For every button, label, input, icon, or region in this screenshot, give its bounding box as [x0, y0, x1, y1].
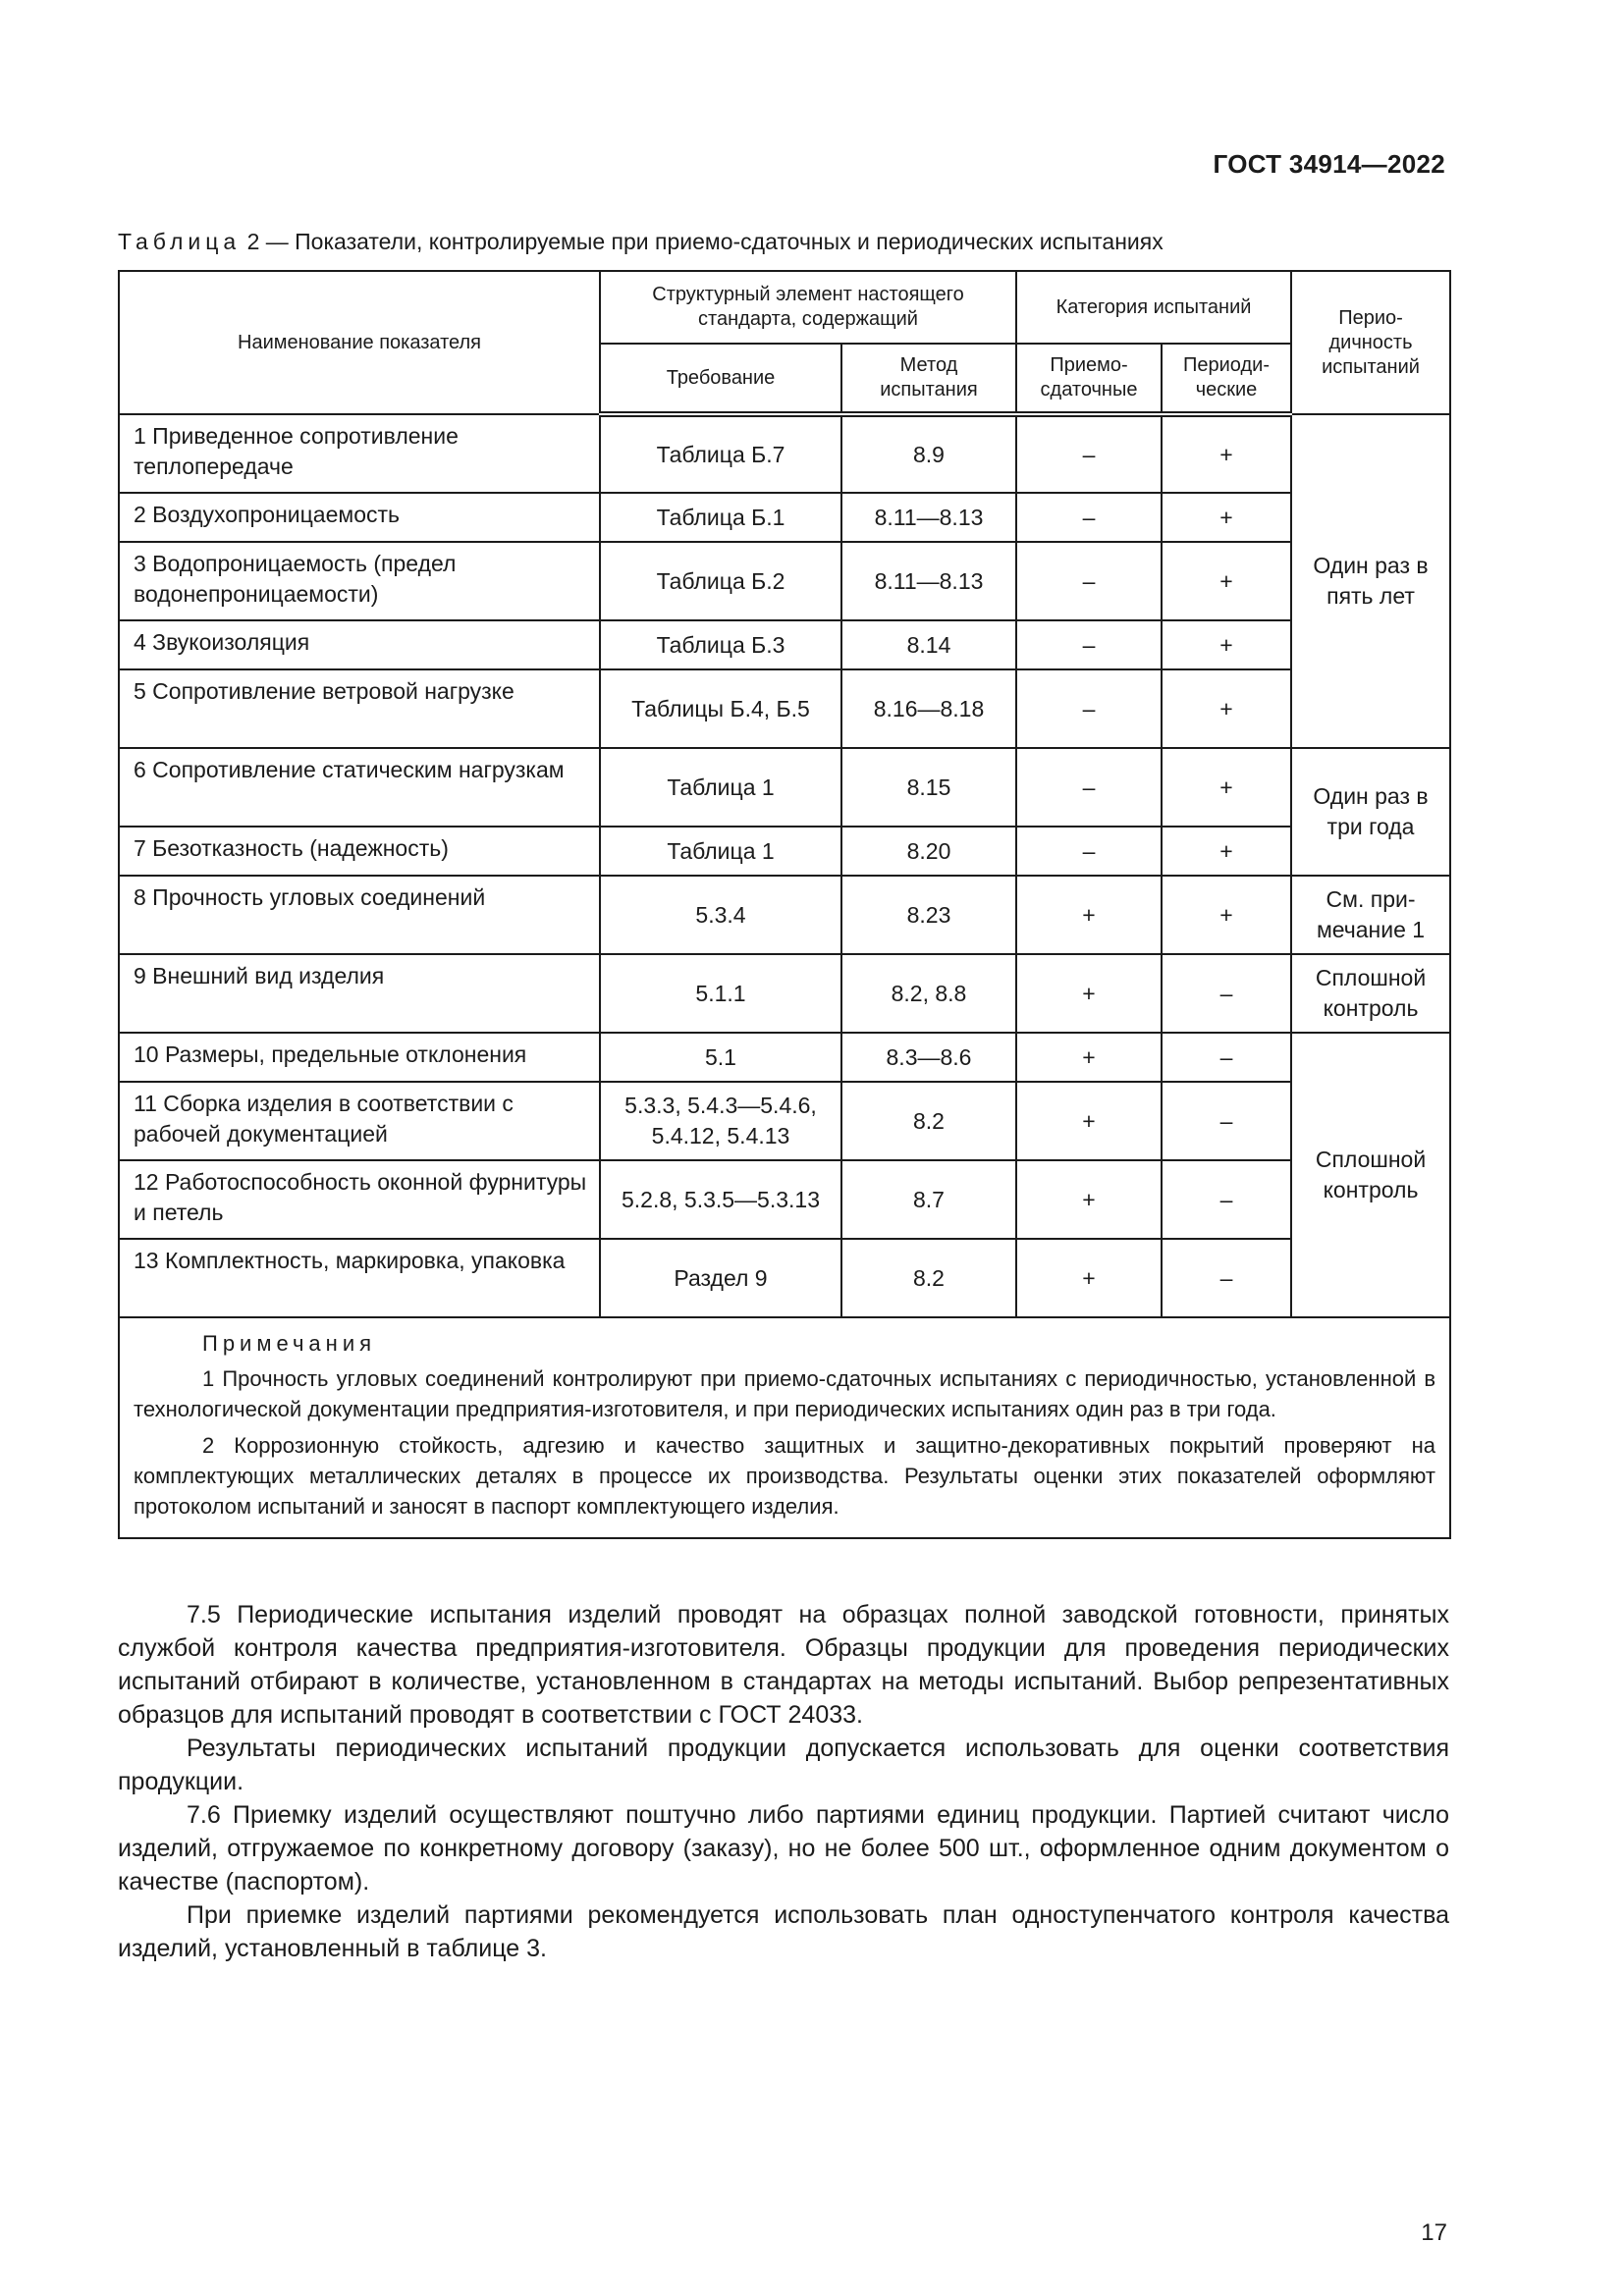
- row-requirement: Таблица Б.2: [600, 542, 841, 620]
- row-requirement: Таблица Б.1: [600, 493, 841, 542]
- row-acceptance: +: [1016, 1082, 1162, 1160]
- row-name: 5 Сопротивление ветровой нагрузке: [119, 669, 600, 748]
- note-1: 1 Прочность угловых соединений контролируют при приемо-сдаточных испытаниях с периодичностью, установленной в технологической документации предприятия-изготовителя, и при периодических испытаниях один раз в три года.: [134, 1366, 1436, 1421]
- row-acceptance: +: [1016, 876, 1162, 954]
- row-periodic: +: [1162, 493, 1291, 542]
- row-periodic: –: [1162, 1033, 1291, 1082]
- paragraph-periodic-results: Результаты периодических испытаний продукции допускается использовать для оценки соответствия продукции.: [118, 1735, 1449, 1795]
- header-requirement: Требование: [600, 344, 841, 414]
- notes-row: [119, 1317, 1450, 1538]
- note-2: 2 Коррозионную стойкость, адгезию и качество защитных и защитно-декоративных покрытий проверяют на комплектующих металлических деталях в процессе их производства. Результаты оценки этих показателей оформляют протоколом испытаний и заносят в паспорт комплектующего изделия.: [134, 1433, 1436, 1519]
- row-periodic: +: [1162, 414, 1291, 493]
- table-row: [119, 827, 1450, 876]
- header-periodic: Периоди-ческие: [1162, 344, 1291, 414]
- row-requirement: 5.3.3, 5.4.3—5.4.6, 5.4.12, 5.4.13: [600, 1082, 841, 1160]
- row-requirement: Таблицы Б.4, Б.5: [600, 669, 841, 748]
- row-periodic: –: [1162, 1082, 1291, 1160]
- row-name: 11 Сборка изделия в соответствии с рабочей документацией: [119, 1082, 600, 1160]
- row-method: 8.7: [841, 1160, 1016, 1239]
- header-acceptance: Приемо-сдаточные: [1016, 344, 1162, 414]
- row-requirement: Таблица Б.3: [600, 620, 841, 669]
- row-requirement: 5.3.4: [600, 876, 841, 954]
- row-method: 8.14: [841, 620, 1016, 669]
- periodicity-three-years: Один раз в три года: [1291, 748, 1450, 876]
- table-row: [119, 1239, 1450, 1317]
- row-name: 7 Безотказность (надежность): [119, 827, 600, 876]
- table-row: [119, 620, 1450, 669]
- row-name: 3 Водопроницаемость (предел водонепроницаемости): [119, 542, 600, 620]
- row-method: 8.2: [841, 1239, 1016, 1317]
- indicators-table: [118, 270, 1451, 1539]
- row-name: 9 Внешний вид изделия: [119, 954, 600, 1033]
- paragraph-7-6: 7.6 Приемку изделий осуществляют поштучно либо партиями единиц продукции. Партией считают число изделий, отгружаемое по конкретному договору (заказу), но не более 500 шт., оформленное одним документом о качестве (паспортом).: [118, 1801, 1449, 1896]
- periodicity-see-note: См. при-мечание 1: [1291, 876, 1450, 954]
- row-acceptance: +: [1016, 1160, 1162, 1239]
- header-method: Метод испытания: [841, 344, 1016, 414]
- row-name: 10 Размеры, предельные отклонения: [119, 1033, 600, 1082]
- row-periodic: +: [1162, 748, 1291, 827]
- table-caption: [118, 229, 1164, 255]
- header-periodicity: Перио-дичность испытаний: [1291, 271, 1450, 414]
- row-method: 8.16—8.18: [841, 669, 1016, 748]
- row-periodic: –: [1162, 954, 1291, 1033]
- row-acceptance: +: [1016, 1239, 1162, 1317]
- row-name: 1 Приведенное сопротивление теплопередаче: [119, 414, 600, 493]
- row-acceptance: –: [1016, 414, 1162, 493]
- table-row: [119, 542, 1450, 620]
- periodicity-five-years: Один раз в пять лет: [1291, 414, 1450, 748]
- row-periodic: +: [1162, 620, 1291, 669]
- table-row: [119, 1160, 1450, 1239]
- table-caption-text: 2 — Показатели, контролируемые при приемо-сдаточных и периодических испытаниях: [246, 229, 1164, 254]
- table-row: [119, 748, 1450, 827]
- table-row: [119, 876, 1450, 954]
- periodicity-continuous-group: Сплошной контроль: [1291, 1033, 1450, 1317]
- table-row: [119, 669, 1450, 748]
- row-method: 8.20: [841, 827, 1016, 876]
- row-requirement: Таблица 1: [600, 827, 841, 876]
- header-struct: Структурный элемент настоящего стандарта, содержащий: [600, 271, 1016, 344]
- row-method: 8.15: [841, 748, 1016, 827]
- row-acceptance: –: [1016, 827, 1162, 876]
- row-requirement: Раздел 9: [600, 1239, 841, 1317]
- paragraph-7-5: 7.5 Периодические испытания изделий проводят на образцах полной заводской готовности, принятых службой контроля качества предприятия-изготовителя. Образцы продукции для проведения периодических испытаний отбирают в количестве, установленном в стандартах на методы испытаний. Выбор репрезентативных образцов для испытаний проводят в соответствии с ГОСТ 24033.: [118, 1601, 1449, 1729]
- row-periodic: –: [1162, 1239, 1291, 1317]
- row-requirement: 5.1: [600, 1033, 841, 1082]
- row-method: 8.11—8.13: [841, 493, 1016, 542]
- notes-title: Примечания: [202, 1331, 377, 1356]
- row-periodic: +: [1162, 876, 1291, 954]
- table-row: [119, 414, 1450, 493]
- table-row: [119, 493, 1450, 542]
- header-name: Наименование показателя: [119, 271, 600, 414]
- row-requirement: 5.1.1: [600, 954, 841, 1033]
- row-acceptance: –: [1016, 620, 1162, 669]
- row-acceptance: –: [1016, 669, 1162, 748]
- row-periodic: +: [1162, 542, 1291, 620]
- row-acceptance: +: [1016, 1033, 1162, 1082]
- document-header: ГОСТ 34914—2022: [1213, 149, 1445, 179]
- table-row: [119, 954, 1450, 1033]
- row-acceptance: –: [1016, 542, 1162, 620]
- row-periodic: +: [1162, 827, 1291, 876]
- row-acceptance: –: [1016, 748, 1162, 827]
- table-row: [119, 1082, 1450, 1160]
- row-name: 8 Прочность угловых соединений: [119, 876, 600, 954]
- row-acceptance: –: [1016, 493, 1162, 542]
- row-periodic: –: [1162, 1160, 1291, 1239]
- table-notes: [119, 1317, 1450, 1538]
- row-name: 12 Работоспособность оконной фурнитуры и петель: [119, 1160, 600, 1239]
- page-number: 17: [1421, 2219, 1447, 2246]
- header-category: Категория испытаний: [1016, 271, 1291, 344]
- row-name: 4 Звукоизоляция: [119, 620, 600, 669]
- row-name: 13 Комплектность, маркировка, упаковка: [119, 1239, 600, 1317]
- row-method: 8.2, 8.8: [841, 954, 1016, 1033]
- row-requirement: Таблица 1: [600, 748, 841, 827]
- paragraph-batch-acceptance: При приемке изделий партиями рекомендуется использовать план одноступенчатого контроля качества изделий, установленный в таблице 3.: [118, 1901, 1449, 1962]
- table-caption-label: Таблица: [118, 229, 242, 254]
- row-method: 8.3—8.6: [841, 1033, 1016, 1082]
- row-method: 8.11—8.13: [841, 542, 1016, 620]
- body-text: [118, 1598, 1449, 1965]
- row-name: 2 Воздухопроницаемость: [119, 493, 600, 542]
- row-method: 8.2: [841, 1082, 1016, 1160]
- periodicity-continuous: Сплошной контроль: [1291, 954, 1450, 1033]
- row-method: 8.9: [841, 414, 1016, 493]
- row-method: 8.23: [841, 876, 1016, 954]
- table-row: [119, 1033, 1450, 1082]
- row-periodic: +: [1162, 669, 1291, 748]
- row-acceptance: +: [1016, 954, 1162, 1033]
- row-name: 6 Сопротивление статическим нагрузкам: [119, 748, 600, 827]
- row-requirement: 5.2.8, 5.3.5—5.3.13: [600, 1160, 841, 1239]
- row-requirement: Таблица Б.7: [600, 414, 841, 493]
